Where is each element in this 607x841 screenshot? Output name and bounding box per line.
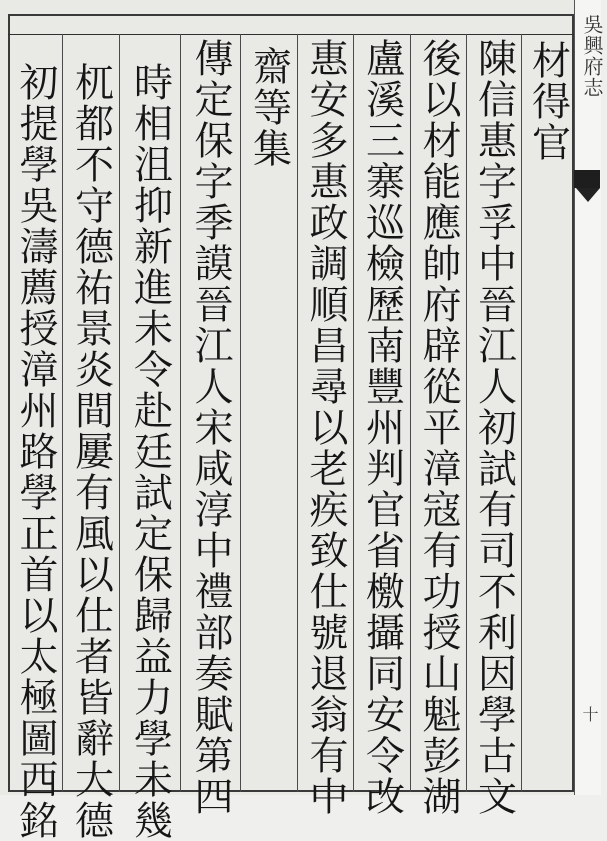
- text-column-8: [120, 62, 180, 841]
- column-text: 材得官: [525, 40, 571, 163]
- text-column-3: [411, 38, 466, 817]
- column-text: 齋等集: [246, 46, 292, 169]
- text-column-2: [467, 38, 521, 817]
- column-text: 盧溪三寨巡檢歷南豐州判官省檄攝同安令改: [359, 38, 405, 817]
- column-text: 陳信惠字孚中晉江人初試有司不利因學古文: [471, 38, 517, 817]
- column-text: 後以材能應帥府辟從平漳寇有功授山魁彭湖: [416, 38, 461, 817]
- fold-margin: [574, 0, 601, 795]
- text-column-6: [241, 46, 297, 796]
- text-column-1: [522, 40, 574, 790]
- margin-page-mark: 十: [580, 706, 599, 722]
- header-rule: [8, 34, 574, 35]
- column-text: 時相沮抑新進未令赴廷試定保歸益力學未幾: [127, 62, 173, 841]
- text-column-9: [63, 62, 119, 841]
- column-text: 傳定保字季謨晉江人宋咸淳中禮部奏賦第四: [188, 38, 233, 817]
- text-column-7: [181, 38, 240, 817]
- fishtail-bar: [574, 170, 600, 188]
- text-column-10: [9, 62, 62, 841]
- column-text: 惠安多惠政調順昌尋以老疾致仕號退翁有中: [303, 38, 348, 817]
- margin-heading: 吳興府志: [580, 14, 604, 98]
- text-column-5: [298, 38, 353, 817]
- column-text: 初提學吳濤薦授漳州路學正首以太極圖西銘: [13, 62, 58, 841]
- column-text: 杌都不守德祐景炎間屢有風以仕者皆辭大德: [68, 62, 114, 841]
- fishtail-mark: [576, 188, 600, 202]
- text-column-4: [354, 38, 410, 817]
